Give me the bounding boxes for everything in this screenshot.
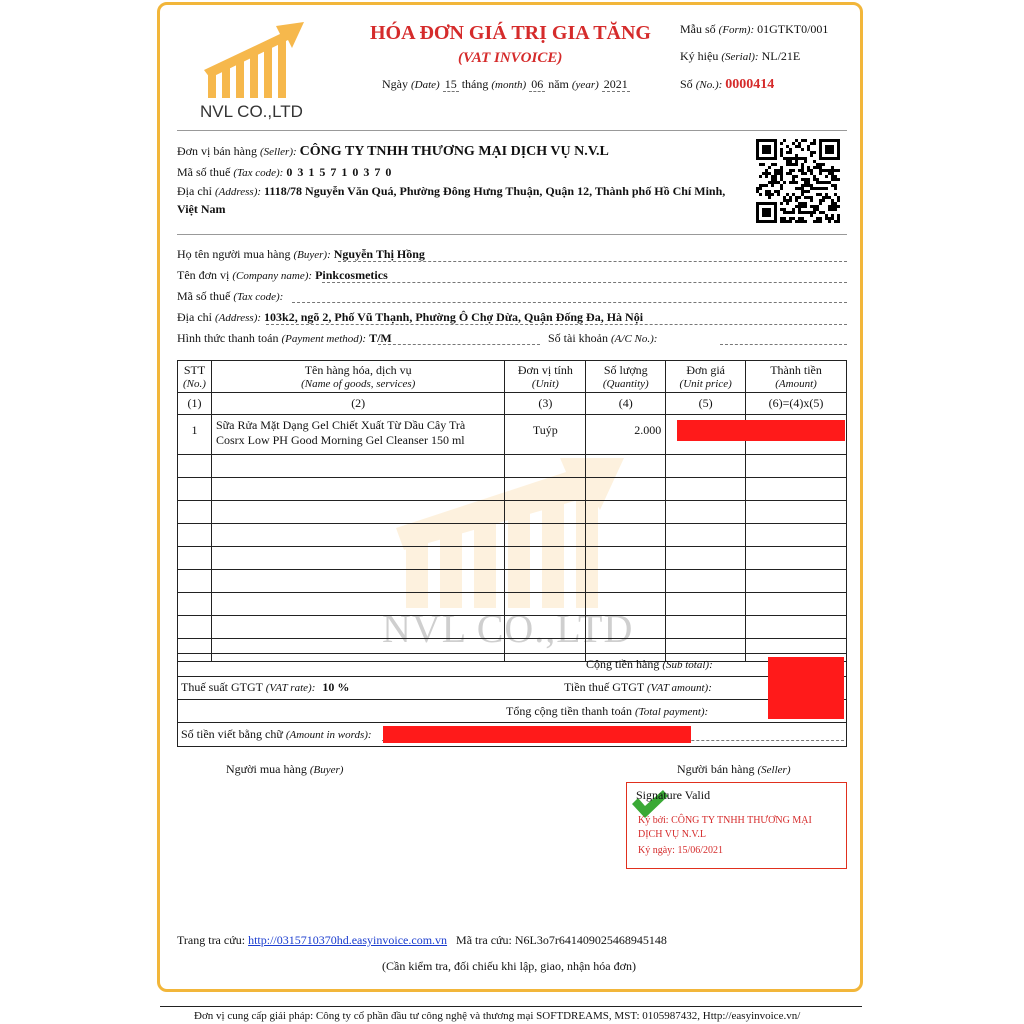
seller-tax-row [177, 165, 392, 180]
lookup-note: (Cần kiểm tra, đối chiếu khi lập, giao, nhận hóa đơn) [382, 959, 636, 973]
buyer-label: Họ tên người mua hàng [177, 247, 291, 261]
account-label: Số tài khoản [548, 331, 608, 345]
item-unit: Tuýp [505, 415, 586, 455]
col-number: (1) [178, 393, 212, 415]
seller-name: CÔNG TY TNHH THƯƠNG MẠI DỊCH VỤ N.V.L [299, 144, 609, 159]
watermark-text: NVL CO.,LTD [382, 606, 634, 651]
invoice-title: HÓA ĐƠN GIÁ TRỊ GIA TĂNG [370, 22, 651, 44]
buyer-address-label-en: (Address): [215, 312, 262, 324]
signed-date: Ký ngày: 15/06/2021 [638, 845, 723, 856]
serial-label-en: (Serial): [721, 51, 759, 63]
payment-label: Hình thức thanh toán [177, 331, 279, 345]
redacted-amount-words [383, 726, 691, 743]
item-stt: 1 [178, 415, 212, 455]
form-label-en: (Form): [718, 24, 755, 36]
seller-name-row [177, 144, 609, 160]
redacted-totals [768, 657, 844, 719]
seller-address-line2: Việt Nam [177, 202, 226, 216]
qr-code[interactable] [756, 139, 840, 223]
col-number: (4) [586, 393, 666, 415]
year-label: năm [548, 77, 569, 91]
date-year: 2021 [603, 77, 628, 91]
seller-tax-code: 0 3 1 5 7 1 0 3 7 0 [286, 165, 393, 179]
number-label: Số [680, 77, 693, 91]
company-label: Tên đơn vị [177, 268, 230, 282]
divider [177, 234, 847, 235]
buyer-tax-row [177, 289, 283, 304]
seller-tax-label: Mã số thuế [177, 165, 231, 179]
buyer-address-label: Địa chỉ [177, 310, 212, 324]
invoice-number [680, 77, 774, 93]
item-quantity: 2.000 [586, 415, 666, 455]
col-header-quantity: Số lượng (Quantity) [586, 361, 666, 393]
footer-divider [160, 1006, 862, 1007]
company-logo [200, 20, 312, 100]
vat-amount-label: Tiền thuế GTGT (VAT amount): [564, 680, 712, 694]
buyer-name: Nguyễn Thị Hồng [333, 247, 425, 261]
company-label-en: (Company name): [232, 270, 313, 282]
buyer-signature-label: Người mua hàng (Buyer) [226, 762, 344, 776]
seller-address-row [177, 184, 725, 199]
number-value: 0000414 [725, 77, 775, 92]
form-number [680, 22, 828, 37]
total-label: Tổng cộng tiền thanh toán (Total payment): [506, 704, 709, 718]
payment-method: T/M [369, 331, 392, 345]
account-row [548, 331, 657, 346]
col-number: (3) [505, 393, 586, 415]
dotted-line [720, 344, 847, 345]
dotted-line [378, 344, 540, 345]
dotted-line [322, 282, 847, 283]
lookup-code-label: Mã tra cứu: [456, 933, 512, 947]
date-day: 15 [444, 77, 457, 91]
table-header-row [178, 361, 847, 393]
col-header-unit: Đơn vị tính (Unit) [505, 361, 586, 393]
qr-code-icon [756, 139, 840, 223]
date-label-en: (Date) [411, 79, 440, 91]
divider [177, 130, 847, 131]
buyer-address-row [177, 310, 643, 325]
col-number: (6)=(4)x(5) [746, 393, 847, 415]
footer-text: Đơn vị cung cấp giải pháp: Công ty cổ phần đầu tư công nghệ và thương mại SOFTDREAMS, MST: 0105987432, Http://easyinvoice.vn/ [194, 1010, 801, 1022]
seller-address-label-en: (Address): [215, 186, 262, 198]
date-month: 06 [531, 77, 544, 91]
col-header-amount: Thành tiền (Amount) [746, 361, 847, 393]
amount-words-label: Số tiền viết bằng chữ (Amount in words): [181, 727, 372, 741]
seller-tax-label-en: (Tax code): [233, 167, 284, 179]
dotted-line [266, 324, 847, 325]
lookup-link[interactable]: http://0315710370hd.easyinvoice.com.vn [248, 933, 448, 947]
signed-by-line2: DỊCH VỤ N.V.L [638, 829, 706, 840]
buyer-name-row [177, 247, 425, 262]
form-label: Mẫu số [680, 22, 716, 36]
buyer-tax-label-en: (Tax code): [233, 291, 284, 303]
redacted-price [677, 420, 845, 441]
lookup-label: Trang tra cứu: [177, 933, 246, 947]
col-header-stt: STT (No.) [178, 361, 212, 393]
buyer-company: Pinkcosmetics [315, 268, 388, 282]
signature-valid-text: Signature Valid [636, 788, 711, 802]
subtotal-label: Cộng tiền hàng (Sub total): [586, 657, 713, 671]
account-label-en: (A/C No.): [611, 333, 658, 345]
payment-row [177, 331, 392, 346]
dotted-line [338, 261, 847, 262]
lookup-code: N6L3o7r641409025468945148 [514, 933, 667, 947]
buyer-tax-label: Mã số thuế [177, 289, 231, 303]
form-value: 01GTKT0/001 [757, 22, 829, 36]
item-name: Sữa Rửa Mặt Dạng Gel Chiết Xuất Từ Dầu Cây Trà Cosrx Low PH Good Morning Gel Cleanser 150 ml [211, 415, 504, 455]
col-number: (2) [211, 393, 504, 415]
col-number: (5) [666, 393, 746, 415]
number-label-en: (No.): [695, 79, 723, 91]
year-label-en: (year) [571, 79, 599, 91]
month-label-en: (month) [491, 79, 527, 91]
logo-text: NVL CO.,LTD [200, 102, 303, 121]
serial-value: NL/21E [761, 49, 801, 63]
seller-label-en: (Seller): [260, 146, 297, 158]
buyer-label-en: (Buyer): [293, 249, 331, 261]
payment-label-en: (Payment method): [281, 333, 367, 345]
lookup-row [177, 933, 667, 948]
buyer-address: 103k2, ngõ 2, Phố Vũ Thạnh, Phường Ô Chợ Dừa, Quận Đống Đa, Hà Nội [264, 310, 644, 324]
signed-by-line1: Ký bởi: CÔNG TY TNHH THƯƠNG MẠI [638, 815, 812, 826]
logo-bars-icon [200, 20, 312, 100]
col-header-unit-price: Đơn giá (Unit price) [666, 361, 746, 393]
column-number-row [178, 393, 847, 415]
col-header-name: Tên hàng hóa, dịch vụ (Name of goods, services) [211, 361, 504, 393]
dotted-line [292, 302, 847, 303]
items-table [177, 360, 847, 662]
seller-address-label: Địa chỉ [177, 184, 212, 198]
invoice-title-en: (VAT INVOICE) [458, 50, 563, 66]
serial-label: Ký hiệu [680, 49, 719, 63]
buyer-company-row [177, 268, 388, 283]
invoice-date [382, 77, 630, 92]
serial-number [680, 49, 800, 64]
vat-rate: Thuế suất GTGT (VAT rate): 10 % [181, 680, 350, 694]
seller-label: Đơn vị bán hàng [177, 144, 257, 158]
subtotal-row [177, 653, 847, 677]
seller-signature-label: Người bán hàng (Seller) [677, 762, 791, 776]
seller-address: 1118/78 Nguyễn Văn Quá, Phường Đông Hưng Thuận, Quận 12, Thành phố Hồ Chí Minh, [264, 184, 726, 198]
date-label: Ngày [382, 77, 408, 91]
month-label: tháng [461, 77, 489, 91]
